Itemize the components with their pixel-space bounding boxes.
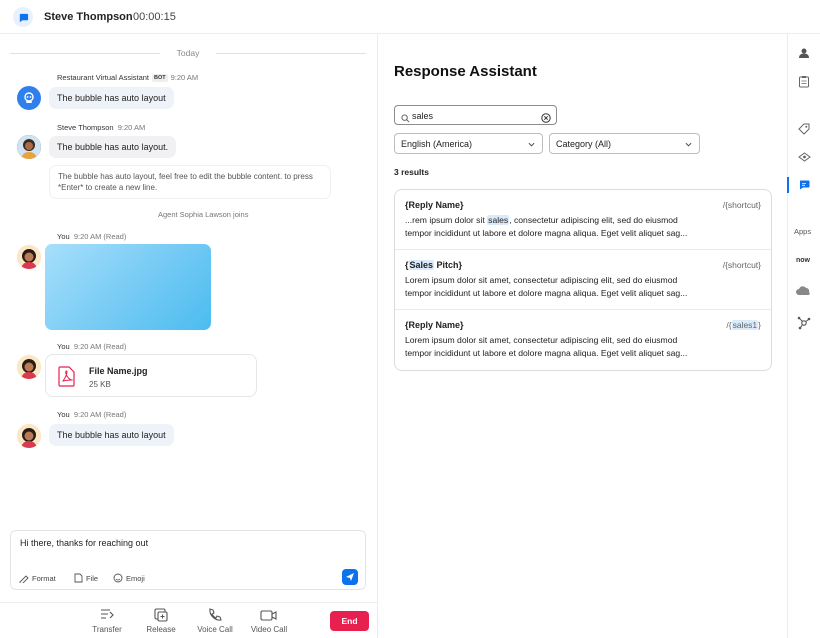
contact-name: Steve Thompson <box>44 11 133 23</box>
format-button[interactable]: Format <box>19 573 56 583</box>
system-message: Agent Sophia Lawson joins <box>158 210 249 219</box>
message-meta: Steve Thompson 9:20 AM <box>57 123 146 132</box>
response-assistant-panel <box>379 34 787 638</box>
app-now-icon[interactable] <box>796 251 812 267</box>
contact-icon[interactable] <box>796 45 812 61</box>
reply-shortcut: /{shortcut} <box>722 200 761 210</box>
end-call-button[interactable]: End <box>330 611 369 631</box>
file-icon <box>74 573 83 583</box>
search-highlight: Sales <box>409 260 434 270</box>
result-item[interactable] <box>395 190 771 250</box>
message-composer[interactable] <box>10 530 366 590</box>
file-attachment[interactable] <box>45 354 257 397</box>
reply-name: {Reply Name} <box>405 320 464 330</box>
video-camera-icon <box>260 607 278 623</box>
call-timer: 00:00:15 <box>133 11 176 23</box>
send-button[interactable] <box>342 569 358 585</box>
search-highlight: sales <box>488 215 509 225</box>
message-meta: You 9:20 AM (Read) <box>57 410 127 419</box>
search-input[interactable] <box>412 108 532 123</box>
chat-bubble-icon <box>13 7 33 27</box>
search-highlight: sales1 <box>732 320 758 330</box>
editable-bubble[interactable]: The bubble has auto layout, feel free to edit the bubble content. to press *Enter* to create a new line. <box>49 165 331 199</box>
day-label: Today <box>176 48 200 58</box>
emoji-button[interactable]: Emoji <box>113 573 145 583</box>
reply-name: {Sales Pitch} <box>405 260 463 270</box>
clipboard-icon[interactable] <box>796 73 812 89</box>
emoji-icon <box>113 573 123 583</box>
call-actions-bar <box>0 602 378 638</box>
chevron-down-icon <box>528 140 535 150</box>
search-field[interactable] <box>394 105 557 125</box>
reply-shortcut: /{sales1} <box>726 320 761 330</box>
reply-body: Lorem ipsum dolor sit amet, consectetur adipiscing elit, sed do eiusmod tempor incididunt ut labore et dolore magna aliqua. Eget velit aliquet sag... <box>405 335 688 358</box>
reply-body: ...rem ipsum dolor sit sales, consectetur adipiscing elit, sed do eiusmod tempor incididunt ut labore et dolore magna aliqua. Eget velit aliquet sag... <box>405 215 688 238</box>
bot-avatar <box>17 86 41 110</box>
agent-avatar <box>17 424 41 448</box>
results-count: 3 results <box>394 167 429 177</box>
release-icon <box>153 607 169 623</box>
result-item[interactable] <box>395 310 771 370</box>
reply-shortcut: /{shortcut} <box>722 260 761 270</box>
app-hub-icon[interactable] <box>796 315 812 331</box>
language-select[interactable]: English (America) <box>394 133 543 154</box>
message-meta: You 9:20 AM (Read) <box>57 232 127 241</box>
chat-panel <box>0 34 378 638</box>
side-rail <box>787 34 820 638</box>
svg-text:now: now <box>796 257 810 263</box>
file-button[interactable]: File <box>74 573 98 583</box>
app-cloud-icon[interactable] <box>796 283 812 299</box>
steve-avatar <box>17 135 41 159</box>
phone-icon <box>207 607 223 623</box>
composer-text[interactable]: Hi there, thanks for reaching out <box>20 538 149 548</box>
results-list <box>394 189 772 371</box>
voice-call-button[interactable]: Voice Call <box>192 607 238 634</box>
message-bubble: The bubble has auto layout. <box>49 136 176 158</box>
image-attachment[interactable] <box>45 244 211 330</box>
agent-avatar <box>17 245 41 269</box>
chevron-down-icon <box>685 140 692 150</box>
clear-search-icon[interactable] <box>541 110 551 128</box>
apps-label: Apps <box>794 227 812 236</box>
response-assistant-icon[interactable] <box>796 177 812 193</box>
result-item[interactable] <box>395 250 771 310</box>
send-icon <box>345 572 355 582</box>
video-call-button[interactable]: Video Call <box>246 607 292 634</box>
reply-name: {Reply Name} <box>405 200 464 210</box>
day-divider <box>10 47 366 59</box>
format-icon <box>19 573 29 583</box>
panel-title: Response Assistant <box>394 63 537 80</box>
release-button[interactable]: Release <box>138 607 184 634</box>
search-icon <box>401 110 410 128</box>
message-bubble: The bubble has auto layout <box>49 424 174 446</box>
transfer-button[interactable]: Transfer <box>84 607 130 634</box>
knowledge-icon[interactable] <box>796 149 812 165</box>
reply-body: Lorem ipsum dolor sit amet, consectetur adipiscing elit, sed do eiusmod tempor incididunt ut labore et dolore magna aliqua. Eget velit aliquet sag... <box>405 275 688 298</box>
transfer-icon <box>99 607 115 623</box>
agent-avatar <box>17 355 41 379</box>
category-select[interactable]: Category (All) <box>549 133 700 154</box>
conversation-header <box>0 0 820 34</box>
message-bubble: The bubble has auto layout <box>49 87 174 109</box>
message-meta: You 9:20 AM (Read) <box>57 342 127 351</box>
pdf-file-icon <box>58 366 76 392</box>
tag-icon[interactable] <box>796 121 812 137</box>
file-size: 25 KB <box>89 380 111 389</box>
file-name: File Name.jpg <box>89 366 148 376</box>
bot-badge: BOT <box>154 75 166 81</box>
message-meta: Restaurant Virtual Assistant BOT 9:20 AM <box>57 73 199 82</box>
